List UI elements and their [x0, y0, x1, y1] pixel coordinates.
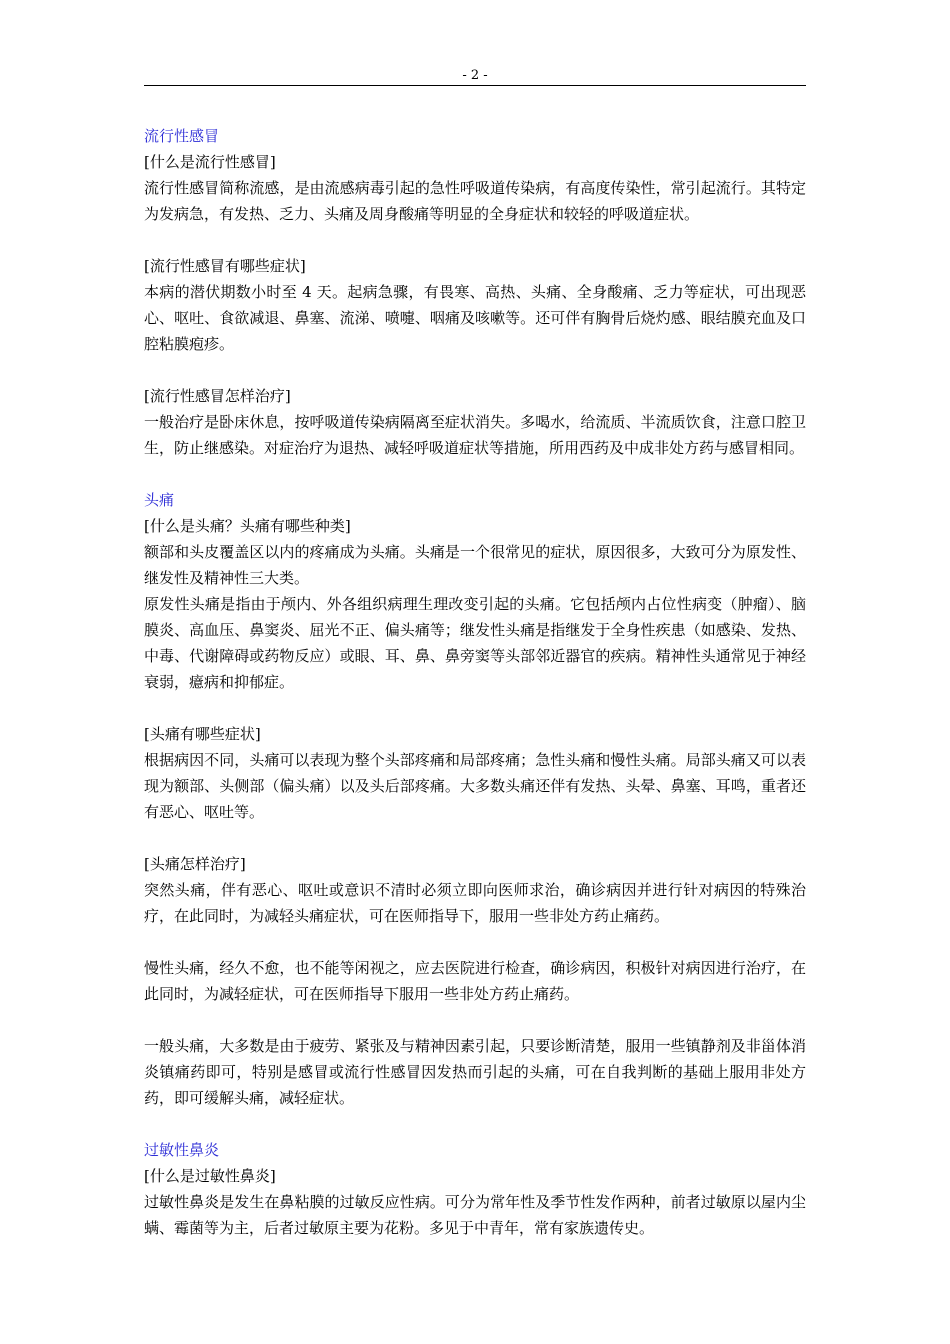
- paragraph: 慢性头痛，经久不愈，也不能等闲视之，应去医院进行检查，确诊病因，积极针对病因进行治疗，在此同时，为减轻症状，可在医师指导下服用一些非处方药止痛药。: [144, 959, 806, 1003]
- spacer: [144, 929, 806, 955]
- paragraph: 本病的潜伏期数小时至 4 天。起病急骤，有畏寒、高热、头痛、全身酸痛、乏力等症状，可出现恶心、呕吐、食欲减退、鼻塞、流涕、喷嚏、咽痛及咳嗽等。还可伴有胸骨后烧灼感、眼结膜充血及口腔粘膜疱疹。: [144, 283, 806, 353]
- spacer: [144, 1007, 806, 1033]
- paragraph: 一般头痛，大多数是由于疲劳、紧张及与精神因素引起，只要诊断清楚，服用一些镇静剂及非甾体消炎镇痛药即可，特别是感冒或流行性感冒因发热而引起的头痛，可在自我判断的基础上服用非处方药，即可缓解头痛，减轻症状。: [144, 1037, 806, 1107]
- paragraph: 过敏性鼻炎是发生在鼻粘膜的过敏反应性病。可分为常年性及季节性发作两种，前者过敏原以屋内尘螨、霉菌等为主，后者过敏原主要为花粉。多见于中青年，常有家族遗传史。: [144, 1193, 806, 1237]
- sub-heading: [什么是流行性感冒]: [144, 153, 276, 171]
- spacer: [144, 227, 806, 253]
- spacer: [144, 357, 806, 383]
- sub-heading: [流行性感冒有哪些症状]: [144, 257, 306, 275]
- section-title-influenza: 流行性感冒: [144, 127, 220, 145]
- spacer: [144, 695, 806, 721]
- sub-heading: [头痛有哪些症状]: [144, 725, 261, 743]
- document-body: [144, 123, 806, 1241]
- paragraph: 一般治疗是卧床休息，按呼吸道传染病隔离至症状消失。多喝水，给流质、半流质饮食，注意口腔卫生，防止继感染。对症治疗为退热、减轻呼吸道症状等措施，所用西药及中成非处方药与感冒相同。: [144, 413, 806, 457]
- paragraph: 根据病因不同，头痛可以表现为整个头部疼痛和局部疼痛；急性头痛和慢性头痛。局部头痛又可以表现为额部、头侧部（偏头痛）以及头后部疼痛。大多数头痛还伴有发热、头晕、鼻塞、耳鸣，重者还有恶心、呕吐等。: [144, 751, 806, 821]
- sub-heading: [流行性感冒怎样治疗]: [144, 387, 291, 405]
- paragraph: 额部和头皮覆盖区以内的疼痛成为头痛。头痛是一个很常见的症状，原因很多，大致可分为原发性、继发性及精神性三大类。: [144, 543, 806, 587]
- paragraph: 突然头痛，伴有恶心、呕吐或意识不清时必须立即向医师求治，确诊病因并进行针对病因的特殊治疗，在此同时，为减轻头痛症状，可在医师指导下，服用一些非处方药止痛药。: [144, 881, 806, 925]
- spacer: [144, 825, 806, 851]
- header-rule: [144, 85, 806, 86]
- sub-heading: [什么是过敏性鼻炎]: [144, 1167, 276, 1185]
- section-title-allergic-rhinitis: 过敏性鼻炎: [144, 1141, 220, 1159]
- spacer: [144, 1111, 806, 1137]
- section-title-headache: 头痛: [144, 491, 175, 509]
- paragraph: 流行性感冒简称流感，是由流感病毒引起的急性呼吸道传染病，有高度传染性，常引起流行。其特定为发病急，有发热、乏力、头痛及周身酸痛等明显的全身症状和较轻的呼吸道症状。: [144, 179, 806, 223]
- page-number: - 2 -: [462, 68, 488, 83]
- sub-heading: [什么是头痛？头痛有哪些种类]: [144, 517, 351, 535]
- paragraph: 原发性头痛是指由于颅内、外各组织病理生理改变引起的头痛。它包括颅内占位性病变（肿瘤）、脑膜炎、高血压、鼻窦炎、屈光不正、偏头痛等；继发性头痛是指继发于全身性疾患（如感染、发热、中毒、代谢障碍或药物反应）或眼、耳、鼻、鼻旁窦等头部邻近器官的疾病。精神性头通常见于神经衰弱，癔病和抑郁症。: [144, 595, 806, 691]
- sub-heading: [头痛怎样治疗]: [144, 855, 246, 873]
- spacer: [144, 461, 806, 487]
